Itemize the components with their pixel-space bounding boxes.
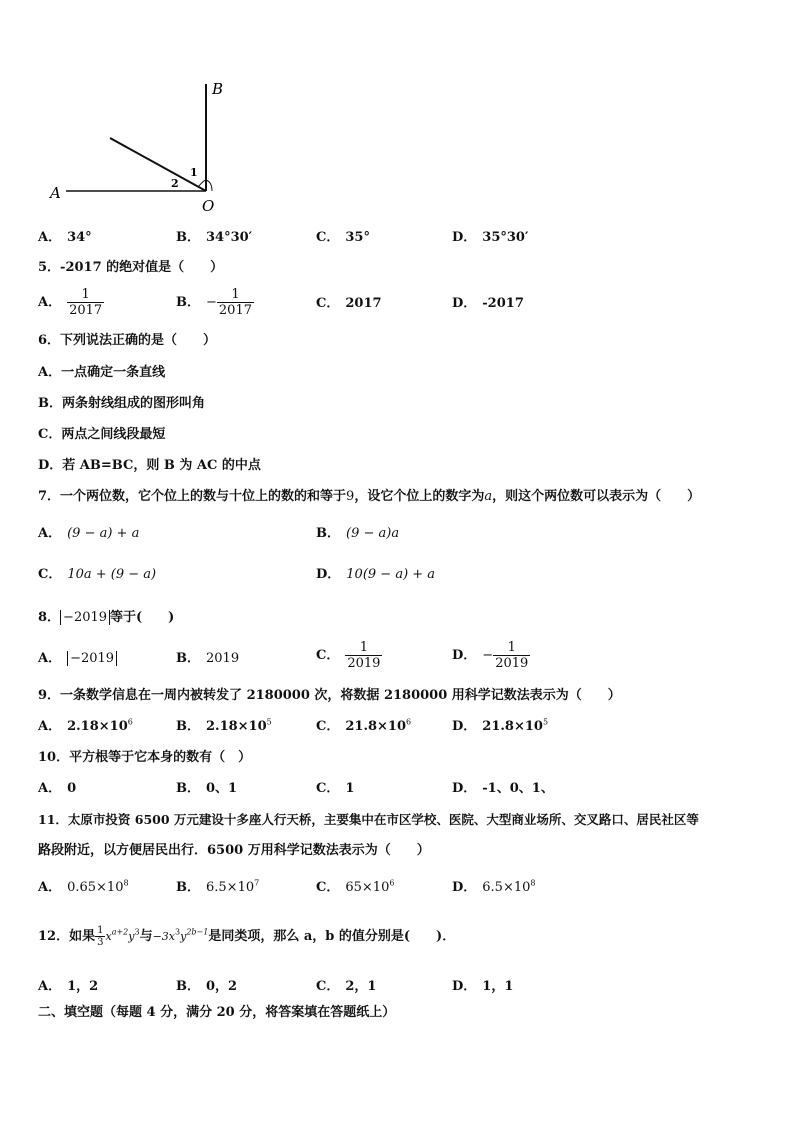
label-angle-1: 1 xyxy=(190,166,198,179)
stem-text: ，设它个位上的数字为 xyxy=(354,489,485,504)
denominator: 3 xyxy=(97,937,104,948)
option-exponent: 8 xyxy=(530,878,536,888)
label-o: O xyxy=(202,197,215,215)
option-label: D． xyxy=(452,296,477,311)
option-base: 65×10 xyxy=(345,880,390,895)
variable: y xyxy=(180,930,187,943)
stem-text: 与 xyxy=(139,929,153,944)
q9-option-a[interactable] xyxy=(38,719,133,735)
q12-stem xyxy=(38,925,455,949)
option-label: C． xyxy=(316,880,340,895)
option-text: 34°30′ xyxy=(206,230,253,245)
q11-option-a[interactable] xyxy=(38,880,129,896)
q4-option-a[interactable] xyxy=(38,230,92,246)
q6-stem: 6．下列说法正确的是（ ） xyxy=(38,333,217,348)
q9-option-b[interactable] xyxy=(176,719,272,735)
numerator: 1 xyxy=(359,640,369,655)
option-label: C． xyxy=(316,979,340,994)
exponent: 2b−1 xyxy=(186,927,209,937)
option-label: A． xyxy=(38,295,62,310)
option-text: -1、0、1、 xyxy=(482,781,554,796)
option-label: C． xyxy=(316,781,340,796)
question-number: 8． xyxy=(38,610,61,625)
exponent: 3 xyxy=(175,927,181,937)
q7-option-b[interactable] xyxy=(316,526,399,542)
option-label: D． xyxy=(452,230,477,245)
variable: y xyxy=(128,930,135,943)
stem-variable: a xyxy=(484,489,493,504)
numerator: 1 xyxy=(81,287,90,302)
denominator: 2019 xyxy=(347,656,381,671)
q7-stem xyxy=(38,489,700,505)
option-base: 0.65×10 xyxy=(67,880,124,895)
option-label: A． xyxy=(38,979,62,994)
option-text: 2017 xyxy=(345,296,382,311)
option-exponent: 7 xyxy=(254,878,260,888)
option-exponent: 8 xyxy=(123,878,129,888)
stem-text: 是同类项，那么 a，b 的值分别是( )． xyxy=(208,929,456,944)
q6-option-a[interactable]: A．一点确定一条直线 xyxy=(38,365,166,380)
q10-option-d[interactable] xyxy=(452,781,554,797)
option-label: A． xyxy=(38,230,62,245)
option-text: 35°30′ xyxy=(482,230,529,245)
question-number: 12．如果 xyxy=(38,929,96,944)
option-label: D． xyxy=(452,880,477,895)
q11-stem-line2: 路段附近，以方便居民出行．6500 万用科学记数法表示为（ ） xyxy=(38,843,430,858)
option-label: B． xyxy=(176,230,200,245)
term: −3x xyxy=(152,930,175,943)
q4-option-b[interactable] xyxy=(176,230,252,246)
section-heading: 二、填空题（每题 4 分，满分 20 分，将答案填在答题纸上） xyxy=(38,1005,396,1020)
q9-option-c[interactable] xyxy=(316,719,411,735)
label-angle-2: 2 xyxy=(171,177,179,190)
denominator: 2017 xyxy=(69,303,103,318)
option-exponent: 6 xyxy=(406,717,412,727)
q6-option-c[interactable]: C．两点之间线段最短 xyxy=(38,427,166,442)
q5-option-d[interactable] xyxy=(452,296,524,312)
option-label: C． xyxy=(316,648,340,663)
option-base: 2.18×10 xyxy=(67,719,128,734)
q5-stem: 5．-2017 的绝对值是（ ） xyxy=(38,260,224,275)
absolute-value: −2019 xyxy=(67,651,117,666)
option-text: 34° xyxy=(67,230,92,245)
option-text: 1，2 xyxy=(67,979,99,994)
stem-text: 等于( ) xyxy=(110,610,175,625)
option-label: D． xyxy=(452,781,477,796)
option-base: 2.18×10 xyxy=(206,719,267,734)
option-text: 2，1 xyxy=(345,979,377,994)
denominator: 2017 xyxy=(218,303,252,318)
ray-oc xyxy=(110,138,206,191)
option-expression: (9 − a) + a xyxy=(67,526,140,541)
fraction xyxy=(493,640,530,671)
option-label: B． xyxy=(176,880,200,895)
q10-option-a[interactable] xyxy=(38,781,76,797)
minus-sign: − xyxy=(482,648,494,663)
fraction xyxy=(67,287,104,318)
option-base: 6.5×10 xyxy=(482,880,531,895)
option-base: 21.8×10 xyxy=(482,719,543,734)
label-b: B xyxy=(212,80,224,98)
option-label: B． xyxy=(176,979,200,994)
denominator: 2019 xyxy=(495,656,529,671)
option-label: D． xyxy=(452,979,477,994)
option-label: C． xyxy=(316,230,340,245)
q8-option-a[interactable] xyxy=(38,651,117,667)
option-label: B． xyxy=(176,651,200,666)
q6-option-b[interactable]: B．两条射线组成的图形叫角 xyxy=(38,396,205,411)
fraction xyxy=(345,640,382,671)
option-exponent: 6 xyxy=(389,878,395,888)
q7-option-d[interactable] xyxy=(316,567,435,583)
numerator: 1 xyxy=(97,925,104,936)
option-text: 2019 xyxy=(206,651,240,666)
option-label: C． xyxy=(316,296,340,311)
q12-option-a[interactable] xyxy=(38,979,98,995)
fraction xyxy=(217,287,254,318)
q12-option-b[interactable] xyxy=(176,979,237,995)
angle-figure xyxy=(40,76,240,216)
option-label: B． xyxy=(176,295,200,310)
q8-stem xyxy=(38,610,174,626)
option-text: 0 xyxy=(67,781,77,796)
stem-number: 9 xyxy=(346,489,355,504)
option-label: A． xyxy=(38,719,62,734)
option-base: 6.5×10 xyxy=(206,880,255,895)
minus-sign: − xyxy=(206,295,217,310)
option-expression: 10(9 − a) + a xyxy=(346,567,436,582)
q6-option-d[interactable]: D．若 AB=BC，则 B 为 AC 的中点 xyxy=(38,458,261,473)
q12-option-c[interactable] xyxy=(316,979,376,995)
option-label: B． xyxy=(176,719,200,734)
option-text: 0，2 xyxy=(206,979,238,994)
fraction xyxy=(95,925,105,948)
q8-option-c[interactable] xyxy=(316,640,382,671)
option-label: B． xyxy=(316,526,340,541)
q12-option-d[interactable] xyxy=(452,979,513,995)
label-a: A xyxy=(50,184,61,202)
q10-option-b[interactable] xyxy=(176,781,237,797)
option-expression: 10a + (9 − a) xyxy=(67,567,157,582)
q11-option-d[interactable] xyxy=(452,880,535,896)
stem-text: ，则这个两位数可以表示为（ ） xyxy=(492,489,701,504)
option-text: 1 xyxy=(345,781,355,796)
option-base: 21.8×10 xyxy=(345,719,407,734)
option-text: 1，1 xyxy=(482,979,514,994)
q11-option-b[interactable] xyxy=(176,880,259,896)
q5-option-b[interactable] xyxy=(176,287,254,318)
option-label: B． xyxy=(176,781,200,796)
absolute-value: −2019 xyxy=(60,610,110,625)
option-label: A． xyxy=(38,781,62,796)
option-text: -2017 xyxy=(482,296,524,311)
q10-option-c[interactable] xyxy=(316,781,354,797)
option-label: A． xyxy=(38,880,62,895)
q9-option-d[interactable] xyxy=(452,719,548,735)
q8-option-d[interactable] xyxy=(452,640,530,671)
q7-option-c[interactable] xyxy=(38,567,156,583)
exponent: 3 xyxy=(134,927,140,937)
option-label: D． xyxy=(316,567,341,582)
option-label: A． xyxy=(38,651,62,666)
option-exponent: 6 xyxy=(127,717,133,727)
option-text: 35° xyxy=(345,230,370,245)
exponent: a+2 xyxy=(111,927,129,937)
option-label: C． xyxy=(316,719,340,734)
numerator: 1 xyxy=(231,287,240,302)
q4-option-d[interactable] xyxy=(452,230,528,246)
stem-text: 7．一个两位数，它个位上的数与十位上的数的和等于 xyxy=(38,489,347,504)
q10-stem: 10．平方根等于它本身的数有（ ） xyxy=(38,750,252,765)
numerator: 1 xyxy=(507,640,516,655)
q11-stem-line1: 11．太原市投资 6500 万元建设十多座人行天桥，主要集中在市区学校、医院、大型商业场所、交叉路口、居民社区等 xyxy=(38,812,699,827)
q11-option-c[interactable] xyxy=(316,880,394,896)
q9-stem: 9．一条数学信息在一周内被转发了 2180000 次，将数据 2180000 用科学记数法表示为（ ） xyxy=(38,688,621,703)
option-text: 0、1 xyxy=(206,781,238,796)
q5-option-c[interactable] xyxy=(316,296,382,312)
option-label: A． xyxy=(38,526,62,541)
q7-option-a[interactable] xyxy=(38,526,139,542)
variable: x xyxy=(105,930,112,943)
q4-option-c[interactable] xyxy=(316,230,370,246)
q8-option-b[interactable] xyxy=(176,651,239,667)
option-exponent: 5 xyxy=(542,717,549,727)
option-label: D． xyxy=(452,719,477,734)
option-expression: (9 − a)a xyxy=(346,526,400,541)
option-label: C． xyxy=(38,567,62,582)
option-exponent: 5 xyxy=(266,717,272,727)
q5-option-a[interactable] xyxy=(38,287,104,318)
option-label: D． xyxy=(452,648,477,663)
